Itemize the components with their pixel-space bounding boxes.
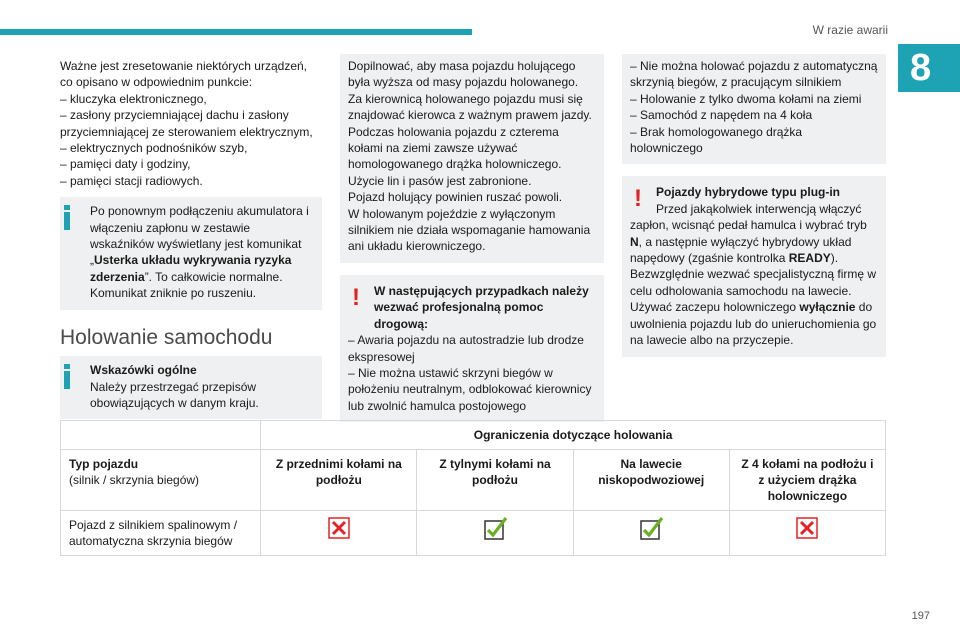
rule-line: Za kierownicą holowanego pojazdu musi się znajdować kierowca z ważnym prawem jazdy. xyxy=(348,91,592,123)
list-item: – elektrycznych podnośników szyb, xyxy=(60,141,248,156)
towing-rules-box xyxy=(340,54,604,263)
cross-icon xyxy=(796,517,818,539)
warning-text: , a następnie wyłączyć hybrydowy układ napędowy (zgaśnie kontrolka xyxy=(630,234,852,266)
info-box-collision-warning xyxy=(60,197,322,309)
list-item: – zasłony przyciemniającej dachu i zasłony przyciemniającej ze sterowaniem elektrycznym, xyxy=(60,108,313,139)
list-item: – pamięci stacji radiowych. xyxy=(60,173,203,188)
table-row xyxy=(61,511,886,556)
list-item: – kluczyka elektronicznego, xyxy=(60,91,207,106)
warning-icon: ! xyxy=(634,185,642,213)
column-header: Z 4 kołami na podłożu i z użyciem drążka holowniczego xyxy=(729,450,885,511)
info-icon xyxy=(64,205,72,231)
info-text-end: ”. To całkowicie normalne. Komunikat zniknie po ruszeniu. xyxy=(90,269,283,301)
info-message-name: Usterka układu wykrywania ryzyka zderzenia xyxy=(90,253,292,284)
info-title: Wskazówki ogólne xyxy=(90,363,197,378)
page-number: 197 xyxy=(911,610,930,622)
checkmark-icon xyxy=(640,517,662,539)
checkmark-icon xyxy=(484,517,506,539)
info-text: Należy przestrzegać przepisów obowiązujących w danym kraju. xyxy=(90,379,259,410)
warning-text: Przed jakąkolwiek interwencją włączyć zapłon, wcisnąć pedał hamulca i wybrać tryb xyxy=(630,201,867,233)
warning-title: Pojazdy hybrydowe typu plug-in xyxy=(656,185,841,200)
table-cell xyxy=(417,511,573,556)
rule-line: Dopilnować, aby masa pojazdu holującego była wyższa od masy pojazdu holowanego. xyxy=(348,59,579,90)
column-header: Na lawecie niskopodwoziowej xyxy=(573,450,729,511)
list-item: – Awaria pojazdu na autostradzie lub drodze ekspresowej xyxy=(348,333,584,364)
column-3 xyxy=(622,54,886,357)
column-header: Z przednimi kołami na podłożu xyxy=(261,450,417,511)
warning-text: do uwolnienia pojazdu lub do unieruchomienia go na lawecie albo na przyczepie. xyxy=(630,300,877,348)
mode-n: N xyxy=(630,234,639,249)
cross-icon xyxy=(328,517,350,539)
top-accent-bar xyxy=(0,29,472,35)
warning-icon: ! xyxy=(352,283,360,311)
column-header: Z tylnymi kołami na podłożu xyxy=(417,450,573,511)
table-column-header-row xyxy=(61,450,886,511)
info-box-general xyxy=(60,356,322,419)
info-text: Po ponownym podłączeniu akumulatora i włączeniu zapłonu w zestawie wskaźników wyświetlany jest komunikat „ xyxy=(90,204,309,268)
list-item: – pamięci daty i godziny, xyxy=(60,157,191,172)
rule-line: W holowanym pojeździe z wyłączonym silnikiem nie działa wspomaganie hamowania ani układu kierowniczego. xyxy=(348,206,591,254)
row-header-title: Typ pojazdu xyxy=(69,457,139,471)
list-item: – Nie można holować pojazdu z automatyczną skrzynią biegów, z pracującym silnikiem xyxy=(630,59,878,90)
warning-box-professional-help xyxy=(340,275,604,422)
table-cell xyxy=(729,511,885,556)
warning-box-plugin-hybrid xyxy=(622,176,886,356)
warning-text: Używać zaczepu holowniczego xyxy=(630,300,800,315)
ready-indicator: READY xyxy=(788,251,831,266)
warning-title: W następujących przypadkach należy wezwać profesjonalną pomoc drogową: xyxy=(374,283,589,331)
reset-intro: Ważne jest zresetowanie niektórych urządzeń, co opisano w odpowiednim punkcie: xyxy=(60,59,308,90)
list-item: – Nie można ustawić skrzyni biegów w położeniu neutralnym, odblokować kierownicy lub zwolnić hamulca postojowego xyxy=(348,365,592,413)
warning-text: ). xyxy=(830,251,839,266)
table-header-row xyxy=(61,421,886,450)
table-cell xyxy=(573,511,729,556)
towing-restrictions-box xyxy=(622,54,886,164)
info-icon xyxy=(64,364,72,390)
warning-text: Bezwzględnie wezwać specjalistyczną firmę w celu odholowania samochodu na lawecie. xyxy=(630,267,877,298)
towing-restrictions-table xyxy=(60,420,886,556)
column-1 xyxy=(60,58,322,419)
list-item: – Samochód z napędem na 4 koła xyxy=(630,108,813,123)
row-label: Pojazd z silnikiem spalinowym / automatyczna skrzynia biegów xyxy=(61,511,261,556)
list-item: – Brak homologowanego drążka holowniczego xyxy=(630,124,803,156)
column-2 xyxy=(340,54,604,422)
emphasis-only: wyłącznie xyxy=(799,300,856,315)
rule-line: Podczas holowania pojazdu z czterema kołami na ziemi zawsze używać homologowanego drążka holowniczego. Użycie lin i pasów jest zabronione. xyxy=(348,124,562,188)
section-title: W razie awarii xyxy=(812,23,888,37)
table-group-header: Ograniczenia dotyczące holowania xyxy=(261,421,886,450)
rule-line: Pojazd holujący powinien ruszać powoli. xyxy=(348,190,563,205)
row-header-sub: (silnik / skrzynia biegów) xyxy=(69,473,200,487)
list-item: – Holowanie z tylko dwoma kołami na ziemi xyxy=(630,91,862,106)
section-heading: Holowanie samochodu xyxy=(60,325,273,349)
chapter-number: 8 xyxy=(898,44,960,92)
table-cell xyxy=(261,511,417,556)
